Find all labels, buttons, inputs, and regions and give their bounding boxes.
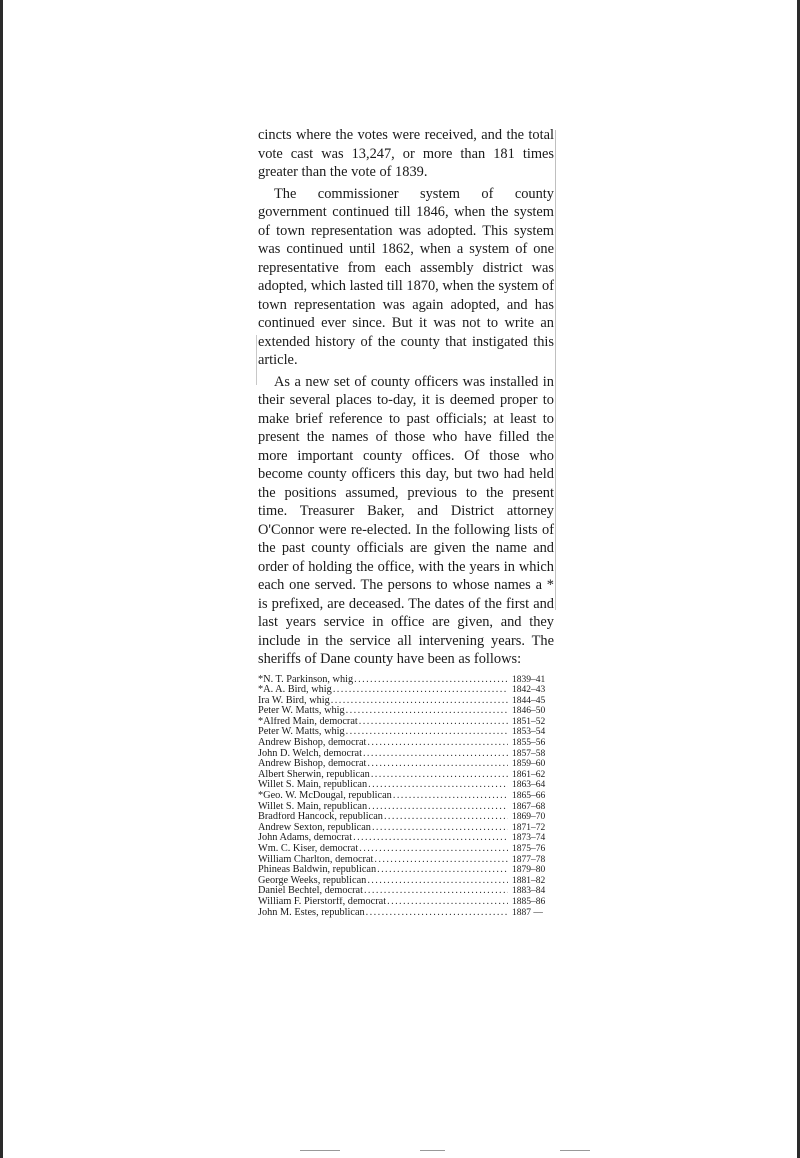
- list-item: [258, 876, 550, 887]
- list-item: [258, 812, 550, 823]
- list-item: [258, 706, 550, 717]
- list-item: [258, 717, 550, 728]
- list-item: [258, 780, 550, 791]
- leader-dots: [377, 865, 508, 876]
- sheriff-years: 1861–62: [512, 769, 546, 780]
- leader-dots: [353, 833, 508, 844]
- sheriff-name: Andrew Sexton, republican: [258, 822, 371, 833]
- sheriff-name: John D. Welch, democrat: [258, 748, 362, 759]
- sheriff-years: 1879–80: [512, 865, 546, 876]
- list-item: [258, 886, 550, 897]
- list-item: [258, 802, 550, 813]
- leader-dots: [333, 685, 508, 696]
- sheriff-years: 1871–72: [512, 822, 546, 833]
- leader-dots: [371, 770, 508, 781]
- list-item: [258, 685, 550, 696]
- scan-artifact: [560, 1150, 590, 1151]
- sheriff-name: Daniel Bechtel, democrat: [258, 886, 363, 897]
- sheriff-name: Bradford Hancock, republican: [258, 812, 383, 823]
- leader-dots: [387, 897, 508, 908]
- leader-dots: [346, 727, 508, 738]
- list-item: [258, 759, 550, 770]
- list-item: [258, 823, 550, 834]
- list-item: [258, 908, 550, 919]
- leader-dots: [359, 844, 508, 855]
- sheriff-name: *A. A. Bird, whig: [258, 685, 332, 696]
- sheriff-years: 1881–82: [512, 875, 546, 886]
- list-item: [258, 897, 550, 908]
- sheriff-years: 1844–45: [512, 695, 546, 706]
- sheriff-years: 1851–52: [512, 716, 546, 727]
- leader-dots: [346, 706, 508, 717]
- sheriff-name: Albert Sherwin, republican: [258, 769, 370, 780]
- list-item: [258, 844, 550, 855]
- sheriff-name: William F. Pierstorff, democrat: [258, 896, 387, 907]
- sheriff-years: 1887 —: [512, 907, 543, 918]
- column-rule-right: [555, 130, 556, 610]
- sheriff-years: 1875–76: [512, 844, 546, 854]
- sheriff-name: Peter W. Matts, whig: [258, 727, 345, 738]
- article-paragraph-3: As a new set of county officers was installed in their several places to-day, it is deemed proper to make brief reference to past officials; at least to present the names of those who have filled the more important county offices. Of those who become county officers this day, but two had held the positions assumed, previous to the present time. Treasurer Baker, and District attorney O'Connor were re-elected. In the following lists of the past county officials are given the name and order of holding the office, with the years in which each one served. The persons to whose names a * is prefixed, are deceased. The dates of the first and last years service in office are given, and they include in the service all intervening years. The sheriffs of Dane county have been as follows:: [258, 373, 554, 667]
- leader-dots: [368, 802, 508, 813]
- sheriff-name: Peter W. Matts, whig: [258, 706, 345, 717]
- scan-artifact: [420, 1150, 445, 1151]
- sheriff-name: Willet S. Main, republican: [258, 801, 368, 812]
- sheriff-years: 1873–74: [512, 833, 546, 844]
- leader-dots: [366, 908, 508, 919]
- sheriff-years: 1883–84: [512, 886, 546, 897]
- sheriff-name: Andrew Bishop, democrat: [258, 759, 367, 770]
- sheriff-name: *Geo. W. McDougal, republican: [258, 791, 392, 802]
- sheriff-years: 1885–86: [512, 896, 546, 907]
- list-item: [258, 833, 550, 844]
- leader-dots: [331, 696, 508, 707]
- sheriff-name: William Charlton, democrat: [258, 854, 374, 865]
- sheriff-years: 1846–50: [512, 706, 546, 717]
- leader-dots: [359, 717, 508, 728]
- list-item: [258, 696, 550, 707]
- list-item: [258, 855, 550, 866]
- leader-dots: [364, 886, 508, 897]
- article-column: [258, 126, 554, 918]
- sheriff-name: John Adams, democrat: [258, 833, 353, 844]
- list-item: [258, 770, 550, 781]
- sheriff-years: 1839–41: [512, 674, 546, 685]
- sheriff-name: *N. T. Parkinson, whig: [258, 674, 354, 685]
- sheriff-name: Phineas Baldwin, republican: [258, 865, 377, 876]
- sheriff-name: George Weeks, republican: [258, 875, 367, 886]
- leader-dots: [367, 738, 508, 749]
- sheriffs-list: [258, 675, 550, 919]
- sheriff-name: Andrew Bishop, democrat: [258, 738, 367, 749]
- leader-dots: [372, 823, 508, 834]
- sheriff-name: Ira W. Bird, whig: [258, 695, 330, 706]
- sheriff-years: 1853–54: [512, 727, 546, 738]
- leader-dots: [374, 855, 508, 866]
- article-paragraph-1: cincts where the votes were received, and the total vote cast was 13,247, or more than 181 times greater than the vote of 1839.: [258, 127, 554, 180]
- column-rule-left: [256, 335, 257, 385]
- sheriff-years: 1842–43: [512, 685, 546, 696]
- page-edge-left: [0, 0, 3, 1158]
- leader-dots: [367, 876, 508, 887]
- sheriff-years: 1857–58: [512, 748, 546, 759]
- list-item: [258, 738, 550, 749]
- sheriff-name: Wm. C. Kiser, democrat: [258, 844, 359, 854]
- sheriff-years: 1865–66: [512, 791, 546, 802]
- sheriff-years: 1867–68: [512, 801, 546, 812]
- leader-dots: [363, 749, 508, 760]
- sheriff-name: John M. Estes, republican: [258, 907, 365, 918]
- sheriff-years: 1859–60: [512, 759, 546, 770]
- leader-dots: [393, 791, 508, 802]
- sheriff-years: 1877–78: [512, 854, 546, 865]
- sheriff-years: 1869–70: [512, 812, 546, 823]
- sheriff-years: 1855–56: [512, 738, 546, 749]
- article-paragraph-2: The commissioner system of county government continued till 1846, when the system of town representation was adopted. This system was continued until 1862, when a system of one representative from each assembly district was adopted, which lasted till 1870, when the system of town representation was again adopted, and has continued ever since. But it was not to write an extended history of the county that instigated this article.: [258, 185, 554, 368]
- list-item: [258, 865, 550, 876]
- list-item: [258, 675, 550, 686]
- list-item: [258, 727, 550, 738]
- leader-dots: [368, 780, 508, 791]
- sheriff-years: 1863–64: [512, 780, 546, 791]
- sheriff-name: Willet S. Main, republican: [258, 780, 368, 791]
- leader-dots: [384, 812, 508, 823]
- list-item: [258, 791, 550, 802]
- leader-dots: [354, 675, 508, 686]
- list-item: [258, 749, 550, 760]
- leader-dots: [367, 759, 508, 770]
- scan-artifact: [300, 1150, 340, 1151]
- sheriff-name: *Alfred Main, democrat: [258, 716, 358, 727]
